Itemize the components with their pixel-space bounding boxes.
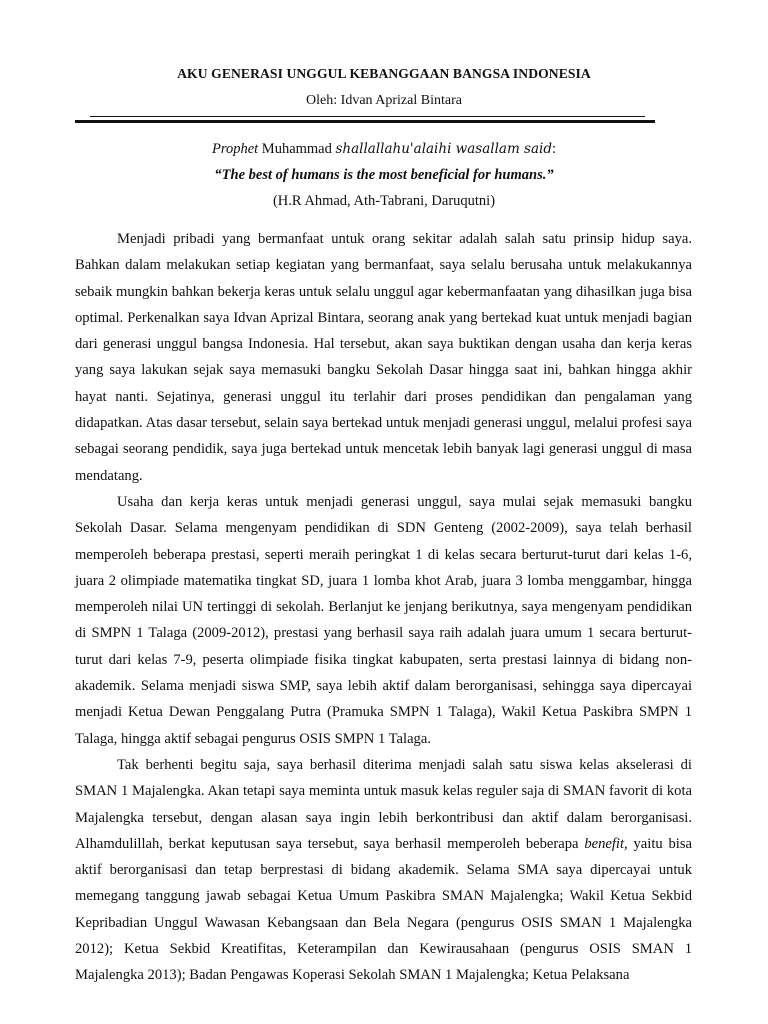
quote-attribution [0, 141, 768, 158]
author-line: Oleh: Idvan Aprizal Bintara [306, 93, 462, 108]
quote-source: (H.R Ahmad, Ath-Tabrani, Daruqutni) [272, 193, 496, 209]
paragraph-3-italic-word: benefit, [584, 835, 628, 852]
quote-colon: : [551, 141, 556, 157]
quote-name: Muhammad [258, 141, 336, 157]
paragraph-3 [75, 752, 692, 989]
header-divider-thin [90, 116, 645, 117]
quote-prophet-word: Prophet [211, 141, 259, 157]
header-divider-thick [75, 120, 655, 123]
paragraph-3-text-start: Tak berhenti begitu saja, saya berhasil diterima menjadi salah satu siswa kelas akselerasi di SMAN 1 Majalengka. Akan tetapi saya meminta untuk masuk kelas reguler saja di SMAN favorit di kota Majalengka tersebut, dengan alasan saya ingin lebih berkontribusi dan aktif dalam berorganisasi. Alhamdulillah, berkat keputusan saya tersebut, saya berhasil memperoleh beberapa [75, 756, 692, 852]
quote-salutation: shallallahu'alaihi wasallam said [335, 141, 552, 157]
paragraph-3-text-end: yaitu bisa aktif berorganisasi dan tetap berprestasi di bidang akademik. Selama SMA saya dipercayai untuk memegang tanggung jawab sebagai Ketua Umum Paskibra SMAN Majalengka; Wakil Ketua Sekbid Kepribadian Unggul Wawasan Kebangsaan dan Bela Negara (pengurus OSIS SMAN 1 Majalengka 2012); Ketua Sekbid Kreatifitas, Keterampilan dan Kewirausahaan (pengurus OSIS SMAN 1 Majalengka 2013); Badan Pengawas Koperasi Sekolah SMAN 1 Majalengka; Ketua Pelaksana [75, 835, 692, 984]
body-text [75, 226, 692, 989]
paragraph-2: Usaha dan kerja keras untuk menjadi generasi unggul, saya mulai sejak memasuki bangku Sekolah Dasar. Selama mengenyam pendidikan di SDN Genteng (2002-2009), saya telah berhasil memperoleh beberapa prestasi, seperti meraih peringkat 1 di kelas secara berturut-turut dari kelas 1-6, juara 2 olimpiade matematika tingkat SD, juara 1 lomba khot Arab, juara 3 lomba menggambar, hingga memperoleh nilai UN tertinggi di sekolah. Berlanjut ke jenjang berikutnya, saya mengenyam pendidikan di SMPN 1 Talaga (2009-2012), prestasi yang berhasil saya raih adalah juara umum 1 secara berturut-turut dari kelas 7-9, peserta olimpiade fisika tingkat kabupaten, serta prestasi lainnya di bidang non-akademik. Selama menjadi siswa SMP, saya lebih aktif dalam berorganisasi, sehingga saya dipercayai menjadi Ketua Dewan Penggalang Putra (Pramuka SMPN 1 Talaga), Wakil Ketua Paskibra SMPN 1 Talaga, hingga aktif sebagai pengurus OSIS SMPN 1 Talaga. [75, 493, 692, 747]
document-title: AKU GENERASI UNGGUL KEBANGGAAN BANGSA INDONESIA [177, 66, 591, 81]
paragraph-1: Menjadi pribadi yang bermanfaat untuk orang sekitar adalah salah satu prinsip hidup saya. Bahkan dalam melakukan setiap kegiatan yang bermanfaat, saya selalu berusaha untuk melakukannya sebaik mungkin bahkan bekerja keras untuk selalu unggul agar kebermanfaatan yang dihasilkan juga bisa optimal. Perkenalkan saya Idvan Aprizal Bintara, seorang anak yang bertekad kuat untuk menjadi bagian dari generasi unggul bangsa Indonesia. Hal tersebut, akan saya buktikan dengan usaha dan kerja keras yang saya lakukan sejak saya memasuki bangku Sekolah Dasar hingga saat ini, bahkan hingga akhir hayat nanti. Sejatinya, generasi unggul itu terlahir dari proses pendidikan dan pengalaman yang didapatkan. Atas dasar tersebut, selain saya bertekad untuk menjadi generasi unggul, melalui profesi saya sebagai seorang pendidik, saya juga bertekad untuk mencetak lebih banyak lagi generasi unggul di masa mendatang. [75, 231, 692, 484]
quote-text: “The best of humans is the most beneficial for humans.” [214, 167, 554, 183]
